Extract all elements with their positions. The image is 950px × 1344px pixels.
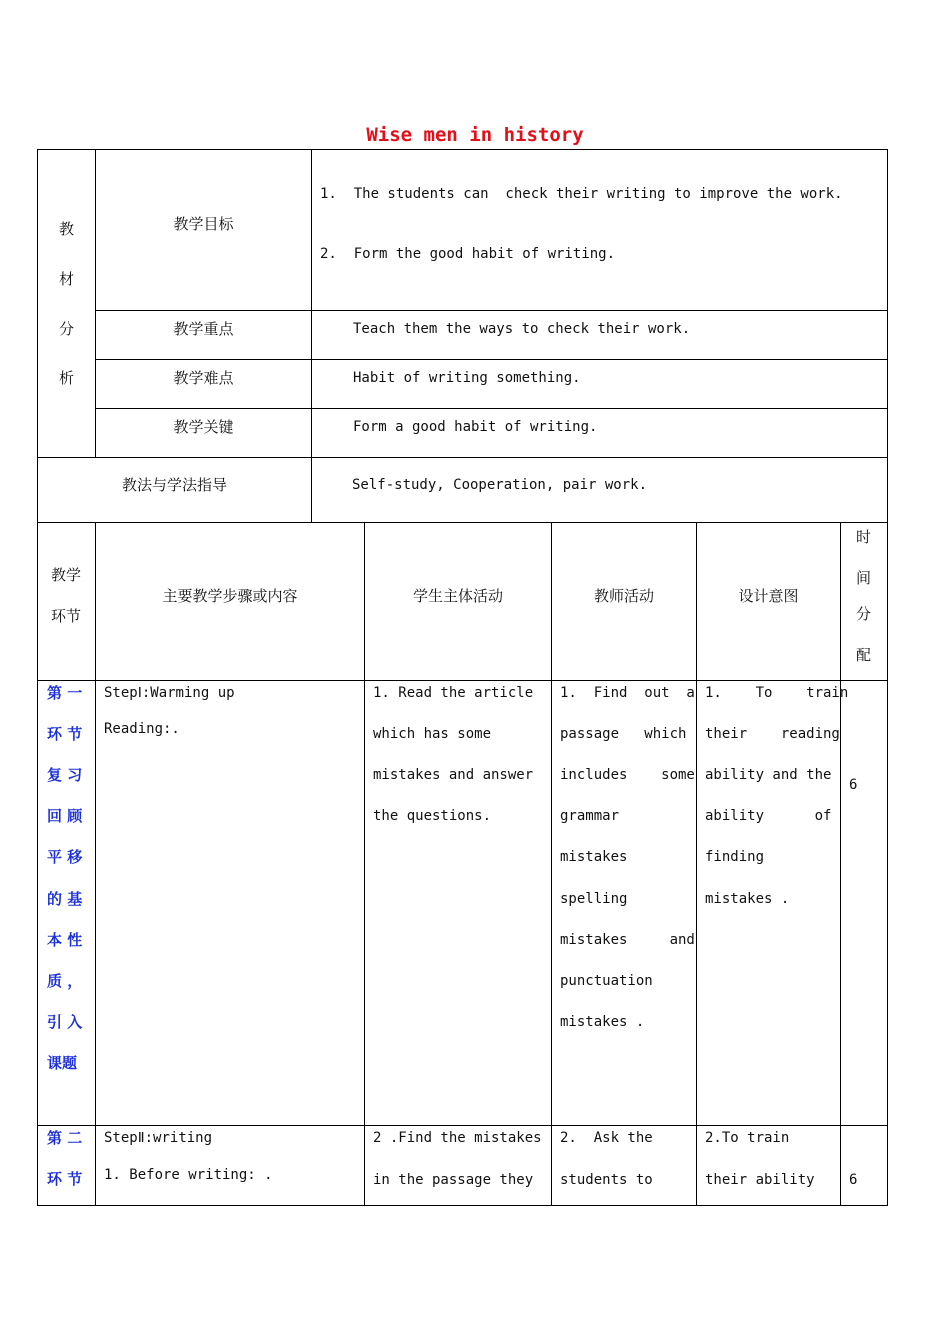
objective-label: 教学目标	[173, 215, 234, 233]
analysis-side-label-1: 教	[59, 220, 75, 238]
stage-1-line: 引 入	[47, 1013, 83, 1031]
stage-1-line: 环 节	[47, 725, 83, 743]
stage-2-line: 环 节	[47, 1170, 83, 1188]
stage-1-teacher: mistakes	[560, 849, 628, 865]
stage-1-teacher: punctuation	[560, 973, 653, 989]
page-title: Wise men in history	[366, 124, 584, 146]
objective-line-2: 2. Form the good habit of writing.	[320, 246, 616, 262]
stage-2-student: 2 .Find the mistakes	[373, 1130, 542, 1146]
stage-2-time: 6	[849, 1172, 858, 1188]
stage-1-line: 质 ，	[47, 972, 83, 990]
stage-1-line: 回 顾	[47, 807, 83, 825]
key-point-label: 教学重点	[173, 320, 234, 338]
header-time-2: 间	[856, 569, 872, 587]
stage-1-step-2: Reading:.	[104, 721, 180, 737]
stage-2-step-2: 1. Before writing: .	[104, 1167, 273, 1183]
stage-1-teacher: mistakes and	[560, 932, 695, 948]
stage-1-student: the questions.	[373, 808, 492, 824]
method-value: Self-study, Cooperation, pair work.	[352, 477, 648, 493]
stage-1-teacher: includes some	[560, 767, 695, 783]
difficulty-value: Habit of writing something.	[353, 370, 581, 386]
stage-2-teacher: students to	[560, 1172, 653, 1188]
stage-1-line: 第 一	[47, 684, 83, 702]
stage-1-student: which has some	[373, 726, 492, 742]
stage-1-design: finding	[705, 849, 765, 865]
header-teacher: 教师活动	[593, 587, 654, 605]
stage-2-design: 2.To train	[705, 1130, 790, 1146]
stage-1-teacher: grammar	[560, 808, 620, 824]
stage-1-teacher: spelling	[560, 891, 628, 907]
stage-1-design: their reading	[705, 726, 840, 742]
analysis-side-label-3: 分	[59, 320, 75, 338]
stage-2-student: in the passage they	[373, 1172, 534, 1188]
header-design: 设计意图	[738, 587, 799, 605]
difficulty-label: 教学难点	[173, 369, 234, 387]
stage-1-teacher: 1. Find out a	[560, 685, 695, 701]
stage-1-time: 6	[849, 777, 858, 793]
stage-1-line: 平 移	[47, 848, 83, 866]
key-point-value: Teach them the ways to check their work.	[353, 321, 691, 337]
key-value: Form a good habit of writing.	[353, 419, 598, 435]
stage-1-student: mistakes and answer	[373, 767, 534, 783]
stage-1-line: 复 习	[47, 766, 83, 784]
stage-2-step-1: StepⅡ:writing	[104, 1130, 213, 1146]
header-time-1: 时	[856, 528, 872, 546]
method-label: 教法与学法指导	[121, 476, 227, 494]
header-time-4: 配	[856, 646, 872, 664]
stage-2-design: their ability	[705, 1172, 815, 1188]
header-stage-1: 教学	[51, 566, 82, 584]
stage-1-student: 1. Read the article	[373, 685, 534, 701]
objective-line-1: 1. The students can check their writing to improve the work.	[320, 186, 843, 202]
stage-1-design: ability and the	[705, 767, 832, 783]
stage-1-line: 课题	[47, 1054, 78, 1072]
analysis-side-label-2: 材	[59, 270, 75, 288]
key-label: 教学关键	[173, 418, 234, 436]
analysis-side-label-4: 析	[59, 369, 75, 387]
stage-2-teacher: 2. Ask the	[560, 1130, 653, 1146]
stage-1-teacher: passage which	[560, 726, 687, 742]
stage-2-line: 第 二	[47, 1129, 83, 1147]
stage-1-step-1: StepⅠ:Warming up	[104, 685, 235, 701]
header-steps: 主要教学步骤或内容	[162, 587, 298, 605]
stage-1-line: 本 性	[47, 931, 83, 949]
stage-1-design: 1. To train	[705, 685, 849, 701]
stage-1-line: 的 基	[47, 890, 83, 908]
header-student: 学生主体活动	[412, 587, 503, 605]
stage-1-design: ability of	[705, 808, 832, 824]
stage-1-design: mistakes .	[705, 891, 790, 907]
header-time-3: 分	[856, 605, 872, 623]
header-stage-2: 环节	[51, 607, 82, 625]
stage-1-teacher: mistakes .	[560, 1014, 645, 1030]
